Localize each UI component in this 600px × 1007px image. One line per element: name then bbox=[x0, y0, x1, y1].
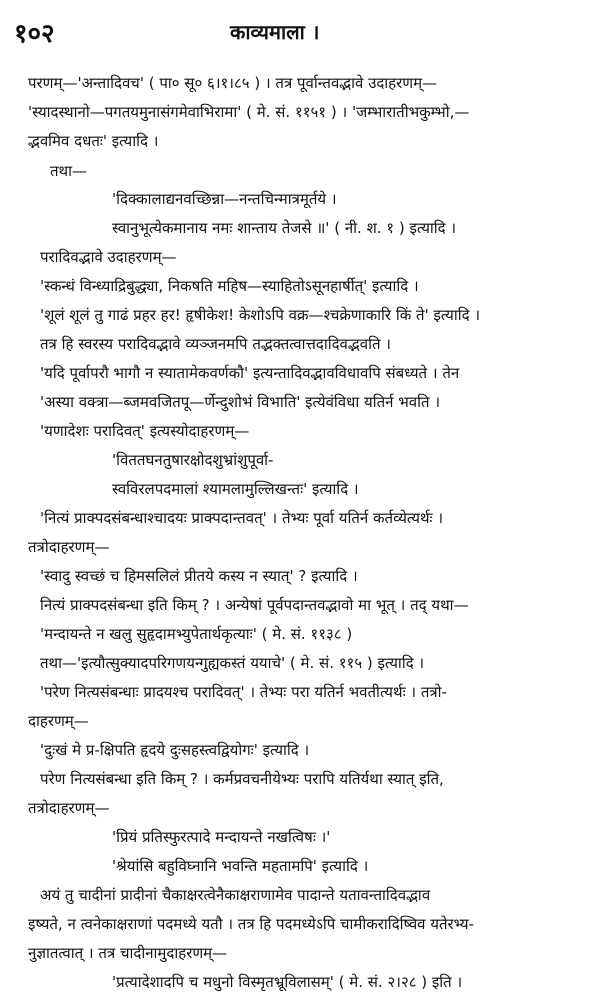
verse-line: 'श्रेयांसि बहुविघ्नानि भवन्ति महतामपि' इत्यादि । bbox=[112, 857, 369, 875]
text-line: इष्यते, न त्वनेकाक्षराणां पदमध्ये यतौ । तत्र हि पदमध्येऽपि चामीकरादिष्विव यतेरभ्य- bbox=[28, 915, 475, 933]
text-line: 'अस्या वक्त्रा—ब्जमवजितपू—र्णेन्दुशोभं विभाति' इत्येवंविधा यतिर्न भवति । bbox=[40, 393, 441, 411]
text-line: तथा— bbox=[50, 162, 88, 180]
page-header bbox=[0, 14, 600, 54]
text-line: तथा—'इत्यौत्सुक्यादपरिगणयन्गुह्यकस्तं ययाचे' ( मे. सं. ११५ ) इत्यादि । bbox=[40, 654, 425, 672]
text-line: तत्रोदाहरणम्— bbox=[28, 538, 110, 556]
text-line: नुज्ञातत्वात् । तत्र चादीनामुदाहरणम्— bbox=[28, 944, 228, 962]
verse-line: 'विततघनतुषारक्षोदशुभ्रांशुपूर्वा- bbox=[112, 451, 274, 469]
page-title: काव्यमाला । bbox=[230, 20, 320, 44]
text-line: नित्यं प्राक्पदसंबन्धा इति किम् ? । अन्येषां पूर्वपदान्तवद्भावो मा भूत् । तद् यथा— bbox=[40, 596, 469, 614]
text-line: तत्रोदाहरणम्— bbox=[28, 799, 110, 817]
text-line: 'शूलं शूलं तु गाढं प्रहर हर! हृषीकेश! केशोऽपि वक्र—श्चक्रेणाकारि किं ते' इत्यादि । bbox=[40, 306, 481, 324]
verse-line: स्वविरलपदमालां श्यामलामुल्लिखन्तः' इत्यादि । bbox=[112, 480, 359, 498]
verse-line: 'प्रियं प्रतिस्फुरत्पादे मन्दायन्ते नखत्विषः ।' bbox=[112, 828, 331, 846]
page-number: १०२ bbox=[14, 19, 55, 49]
text-line: 'स्यादस्थानो—पगतयमुनासंगमेवाभिरामा' ( मे. सं. ११५१ ) । 'जम्भारातीभकुम्भो,— bbox=[28, 103, 470, 121]
text-line: दाहरणम्— bbox=[28, 712, 89, 730]
text-line: 'यणादेशः परादिवत्' इत्यस्योदाहरणम्— bbox=[40, 422, 250, 440]
text-line: अयं तु चादीनां प्रादीनां चैकाक्षरत्वेनैकाक्षराणामेव पादान्ते यतावन्तादिवद्भाव bbox=[40, 886, 431, 904]
text-line: द्भवमिव दधतः' इत्यादि । bbox=[28, 132, 159, 150]
text-line: 'स्वादु स्वच्छं च हिमसलिलं प्रीतये कस्य न स्यात्' ? इत्यादि । bbox=[40, 567, 358, 585]
verse-line: स्वानुभूत्येकमानाय नमः शान्ताय तेजसे ॥' ( नी. श. १ ) इत्यादि । bbox=[112, 219, 457, 237]
text-line: 'दुःखं मे प्र-क्षिपति हृदये दुःसहस्त्वद्वियोगः' इत्यादि । bbox=[40, 741, 310, 759]
text-line: परेण नित्यसंबन्धा इति किम् ? । कर्मप्रवचनीयेभ्यः परापि यतिर्यथा स्यात् इति, bbox=[40, 770, 444, 788]
text-line: तत्र हि स्वरस्य परादिवद्भावे व्यञ्जनमपि तद्भक्तत्वात्तदादिवद्भवति । bbox=[40, 335, 391, 353]
verse-line: 'दिक्कालाद्यनवच्छिन्ना—नन्तचिन्मात्रमूर्तये । bbox=[112, 190, 337, 208]
text-line: 'नित्यं प्राक्पदसंबन्धाश्चादयः प्राक्पदान्तवत्' । तेभ्यः पूर्वा यतिर्न कर्तव्येत्यर्थः । bbox=[40, 509, 444, 527]
text-line: 'मन्दायन्ते न खलु सुहृदामभ्युपेतार्थकृत्याः' ( मे. सं. ११३८ ) bbox=[40, 625, 353, 643]
text-line: परादिवद्भावे उदाहरणम्— bbox=[40, 248, 177, 266]
verse-line: 'प्रत्यादेशादपि च मधुनो विस्मृतभ्रूविलासम्' ( मे. सं. २।२८ ) इति । bbox=[112, 973, 463, 991]
text-line: 'यदि पूर्वापरौ भागौ न स्यातामेकवर्णकौ' इत्यन्तादिवद्भावविधावपि संबध्यते । तेन bbox=[40, 364, 460, 382]
text-line: 'परेण नित्यसंबन्धाः प्रादयश्च परादिवत्' । तेभ्यः परा यतिर्न भवतीत्यर्थः । तत्रो- bbox=[40, 683, 447, 701]
text-line: परणम्—'अन्तादिवच' ( पा० सू० ६।१।८५ ) । तत्र पूर्वान्तवद्भावे उदाहरणम्— bbox=[28, 74, 438, 92]
text-line: 'स्कन्धं विन्ध्याद्रिबुद्ध्या, निकषति महिष—स्याहितोऽसूनहार्षीत्' इत्यादि । bbox=[40, 277, 419, 295]
